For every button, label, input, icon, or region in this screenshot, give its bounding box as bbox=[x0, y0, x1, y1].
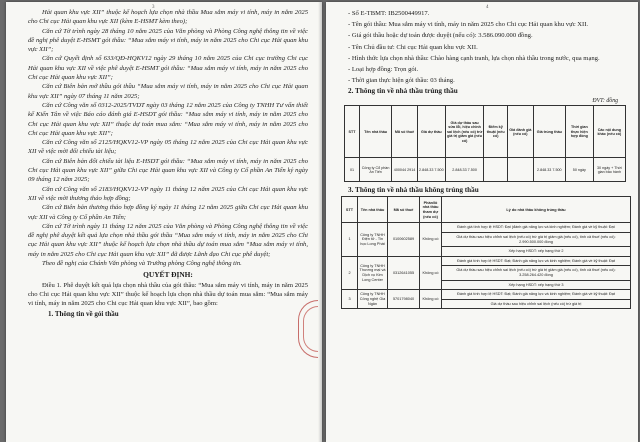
table-row bbox=[342, 256, 631, 289]
table-cell: Công ty TNHH Công nghệ Gia Ngân bbox=[358, 290, 388, 309]
table-row bbox=[342, 223, 631, 256]
document-page-right bbox=[326, 2, 638, 442]
table-header-cell: Điểm kỹ thuật (nếu có) bbox=[484, 106, 508, 158]
table-cell: Không có bbox=[420, 223, 442, 256]
table-cell: 01 bbox=[345, 158, 360, 182]
section-title: 2. Thông tin về nhà thầu trúng thầu bbox=[348, 87, 458, 96]
table-header-row bbox=[345, 106, 626, 158]
table-header-cell: Các nội dung khác (nếu có) bbox=[593, 106, 625, 158]
page-body bbox=[28, 8, 308, 319]
table-row bbox=[342, 290, 631, 309]
currency-unit: ĐVT: đồng bbox=[592, 98, 618, 105]
paragraph: Căn cứ Công văn số 2183/HQKV12-VP ngày 11 tháng 12 năm 2025 của Chi cục Hải quan khu vực XII về việc mời thương thảo hợp đồng; bbox=[28, 185, 308, 202]
table-cell: 3 bbox=[342, 290, 358, 309]
table-header-cell: Giá dự thầu bbox=[417, 106, 445, 158]
table-header-cell: STT bbox=[345, 106, 360, 158]
table-cell: 30 ngày + Thời gian bảo hành bbox=[593, 158, 625, 182]
table-cell: Công ty Cổ phần An Tiến bbox=[360, 158, 392, 182]
subheading: 1. Thông tin về gói thầu bbox=[48, 309, 119, 318]
table-cell bbox=[507, 158, 533, 182]
paragraph: Căn cứ Tờ trình ngày 28 tháng 10 năm 2025 của Văn phòng và Phòng Công nghệ thông tin về việc đề nghị phê duyệt E-HSMT gói thầu: “Mua sắm máy vi tính, máy in năm 2025 cho Chi cục Hải quan khu vực XII”; bbox=[28, 27, 308, 54]
table-cell: 2.848.33 7.500 bbox=[445, 158, 484, 182]
paragraph: Căn cứ Tờ trình ngày 11 tháng 12 năm 2025 của Văn phòng và Phòng Công nghệ thông tin về việc đề nghị phê duyệt kết quả lựa chọn nhà thầu gói thầu “Mua sắm máy vi tính, máy in năm 2025 cho Chi cục Hải quan khu vực XII” thuộc kế hoạch lựa chọn nhà thầu dự toán mua sắm “Mua sắm máy vi tính, máy in năm 2025 cho Chi cục Hải quan khu vực XII” đã được Lãnh đạo Chi cục phê duyệt; bbox=[28, 222, 308, 258]
table-header-cell: Lý do nhà thầu không trúng thầu bbox=[442, 197, 631, 223]
decision-heading: QUYẾT ĐỊNH: bbox=[143, 270, 193, 280]
table-cell: Công ty TNHH Điện tử - Tin học Long Phát bbox=[358, 223, 388, 256]
table-header-cell: Giá dự thầu sau sửa lỗi, hiệu chỉnh sai lệch (nếu có) trừ giá trị giảm giá (nếu có) bbox=[445, 106, 484, 158]
table-header-cell: Tên nhà thầu bbox=[360, 106, 392, 158]
table-cell-reasons bbox=[442, 223, 631, 256]
table-cell: Công ty TNHH Thương mại và Dịch vụ Kim Long Center bbox=[358, 256, 388, 289]
paragraph: Hải quan khu vực XII” thuộc kế hoạch lựa chọn nhà thầu Mua sắm máy vi tính, máy in năm 2025 cho Chi cục Hải quan khu vực XII (kèm E-HSMT kèm theo); bbox=[28, 9, 308, 26]
info-line: - Tên gói thầu: Mua sắm máy vi tính, máy in năm 2025 cho Chi cục Hải quan khu vực XII. bbox=[348, 21, 589, 29]
info-line: - Tên Chủ đầu tư: Chi cục Hải quan khu vực XII. bbox=[348, 43, 478, 51]
table-header-cell: Mã số thuế bbox=[392, 106, 418, 158]
stamp-ring-icon bbox=[303, 306, 318, 352]
article-1: Điều 1. Phê duyệt kết quả lựa chọn nhà thầu của gói thầu: “Mua sắm máy vi tính, máy in năm 2025 cho Chi cục Hải quan khu vực XII” thuộc kế hoạch lựa chọn nhà thầu dự toán mua sắm: “Mua sắm máy vi tính, máy in năm 2025 cho Chi cục Hải quan khu vực XII”, bao gồm: bbox=[28, 281, 308, 308]
info-line: - Thời gian thực hiện gói thầu: 03 tháng. bbox=[348, 77, 455, 85]
table-header-cell: Phần/lô nhà thầu tham dự (nếu có) bbox=[420, 197, 442, 223]
document-page-left bbox=[6, 2, 322, 442]
info-line: - Hình thức lựa chọn nhà thầu: Chào hàng cạnh tranh, lựa chọn nhà thầu trong nước, qua mạng. bbox=[348, 54, 600, 62]
table-cell: 2.848.33 7.500 bbox=[533, 158, 565, 182]
page-fold-shadow bbox=[318, 2, 322, 442]
reason-text: Đánh giá tính hợp lệ HSDT: Đạt (đánh giá năng lực và kinh nghiệm; Đánh giá về kỹ thuật: Đạt bbox=[442, 223, 630, 233]
reason-text: Giá dự thầu sau hiệu chỉnh sai lệch (nếu có) trừ giá trị giảm giá (nếu có), tính cả thuế (nếu có): 2.990.500.000 đồng bbox=[442, 233, 630, 247]
reason-text: Xếp hạng HSDT: xếp hạng thứ 2 bbox=[508, 249, 564, 254]
paragraph: Căn cứ Công văn số 2125/HQKV12-VP ngày 05 tháng 12 năm 2025 của Chi cục Hải quan khu vực XII về việc mời đối chiếu tài liệu; bbox=[28, 139, 308, 156]
winner-table bbox=[344, 105, 626, 182]
table-cell-reasons bbox=[442, 256, 631, 289]
table-row bbox=[345, 158, 626, 182]
table-header-cell: Tên nhà thầu bbox=[358, 197, 388, 223]
paragraph: Căn cứ Công văn số 0312-2025/TVDT ngày 03 tháng 12 năm 2025 của Công ty TNHH Tư vấn thiết kế Kiến Tân về việc Báo cáo đánh giá E-HSDT gói thầu: “Mua sắm máy vi tính, máy in năm 2025 cho Chi cục Hải quan khu vực XII” thuộc dự toán mua sắm: “Mua sắm máy vi tính, máy in năm 2025 cho Chi cục Hải quan khu vực XII”; bbox=[28, 101, 308, 137]
table-cell: 2.848.33 7.500 bbox=[417, 158, 445, 182]
paragraph: Căn cứ Quyết định số 633/QĐ-HQKV12 ngày 29 tháng 10 năm 2025 của Chi cục trưởng Chi cục Hải quan khu vực XII về việc phê duyệt E-HSMT gói thầu: “Mua sắm máy vi tính, máy in năm 2025 cho Chi cục Hải quan khu vực XII”; bbox=[28, 55, 308, 82]
table-cell: Không có bbox=[420, 256, 442, 289]
info-line: - Loại hợp đồng: Trọn gói. bbox=[348, 66, 419, 74]
paragraph: Căn cứ Biên bản mở thầu gói thầu “Mua sắm máy vi tính, máy in năm 2025 cho Chi cục Hải quan khu vực XII” ngày 07 tháng 11 năm 2025; bbox=[28, 83, 308, 100]
reason-text: Đánh giá tính hợp lệ HSDT: Đạt; Đánh giá năng lực và kinh nghiệm; Đánh giá về kỹ thuật: Đạt bbox=[442, 290, 630, 300]
reason-text: Giá dự thầu sau hiệu chỉnh sai lệch (nếu có) trừ giá trị bbox=[490, 301, 582, 306]
paragraph: Căn cứ Biên bản đối chiếu tài liệu E-HSDT gói thầu: “Mua sắm máy vi tính, máy in năm 2025 cho Chi cục Hải quan khu vực XII” giữa Chi cục Hải quan khu vực XII và Công ty Cổ phần An Tiến ký ngày 09 tháng 12 năm 2025; bbox=[28, 157, 308, 184]
table-cell: 1 bbox=[342, 223, 358, 256]
table-cell: 2 bbox=[342, 256, 358, 289]
non-winner-table bbox=[341, 196, 631, 309]
table-header-row bbox=[342, 197, 631, 223]
table-header-cell: Giá trúng thầu bbox=[533, 106, 565, 158]
page-body bbox=[344, 8, 628, 309]
reason-text: Xếp hạng HSDT: xếp hạng thứ 3 bbox=[508, 282, 564, 287]
table-cell-reasons bbox=[442, 290, 631, 309]
table-header-cell: Giá đánh giá (nếu có) bbox=[507, 106, 533, 158]
reason-text: Đánh giá tính hợp lệ HSDT: Đạt; Đánh giá năng lực và kinh nghiệm; Đánh giá về kỹ thuật: Đạt bbox=[442, 257, 630, 267]
table-cell: 50 ngày bbox=[565, 158, 593, 182]
info-line: - Số E-TBMT: IB2500449917. bbox=[348, 10, 430, 17]
table-header-cell: Mã số thuế bbox=[388, 197, 420, 223]
table-cell: 400044 2914 bbox=[392, 158, 418, 182]
table-cell: 0100602589 bbox=[388, 223, 420, 256]
page-number: 4 bbox=[486, 5, 489, 10]
table-cell: 0312641055 bbox=[388, 256, 420, 289]
table-cell: 5701798040 bbox=[388, 290, 420, 309]
page-number: 3 bbox=[152, 5, 155, 10]
table-cell: Không có bbox=[420, 290, 442, 309]
table-cell bbox=[484, 158, 508, 182]
table-header-cell: Thời gian thực hiện hợp đồng bbox=[565, 106, 593, 158]
table-header-cell: STT bbox=[342, 197, 358, 223]
paragraph: Theo đề nghị của Chánh Văn phòng và Trưởng phòng Công nghệ thông tin. bbox=[42, 260, 242, 268]
paragraph: Căn cứ Biên bản thương thảo hợp đồng ký ngày 11 tháng 12 năm 2025 giữa Chi cục Hải quan khu vực XII và Công ty Cổ phần An Tiến; bbox=[28, 204, 308, 221]
reason-text: Giá dự thầu sau hiệu chỉnh sai lệch (nếu có) trừ giá trị giảm giá (nếu có), tính cả thuế (nếu có): 3.258.264.420 đồng bbox=[442, 266, 630, 280]
info-line: - Giá gói thầu hoặc dự toán được duyệt (nếu có): 3.586.090.000 đồng. bbox=[348, 32, 533, 40]
section-title: 3. Thông tin về nhà thầu không trúng thầu bbox=[348, 186, 479, 195]
